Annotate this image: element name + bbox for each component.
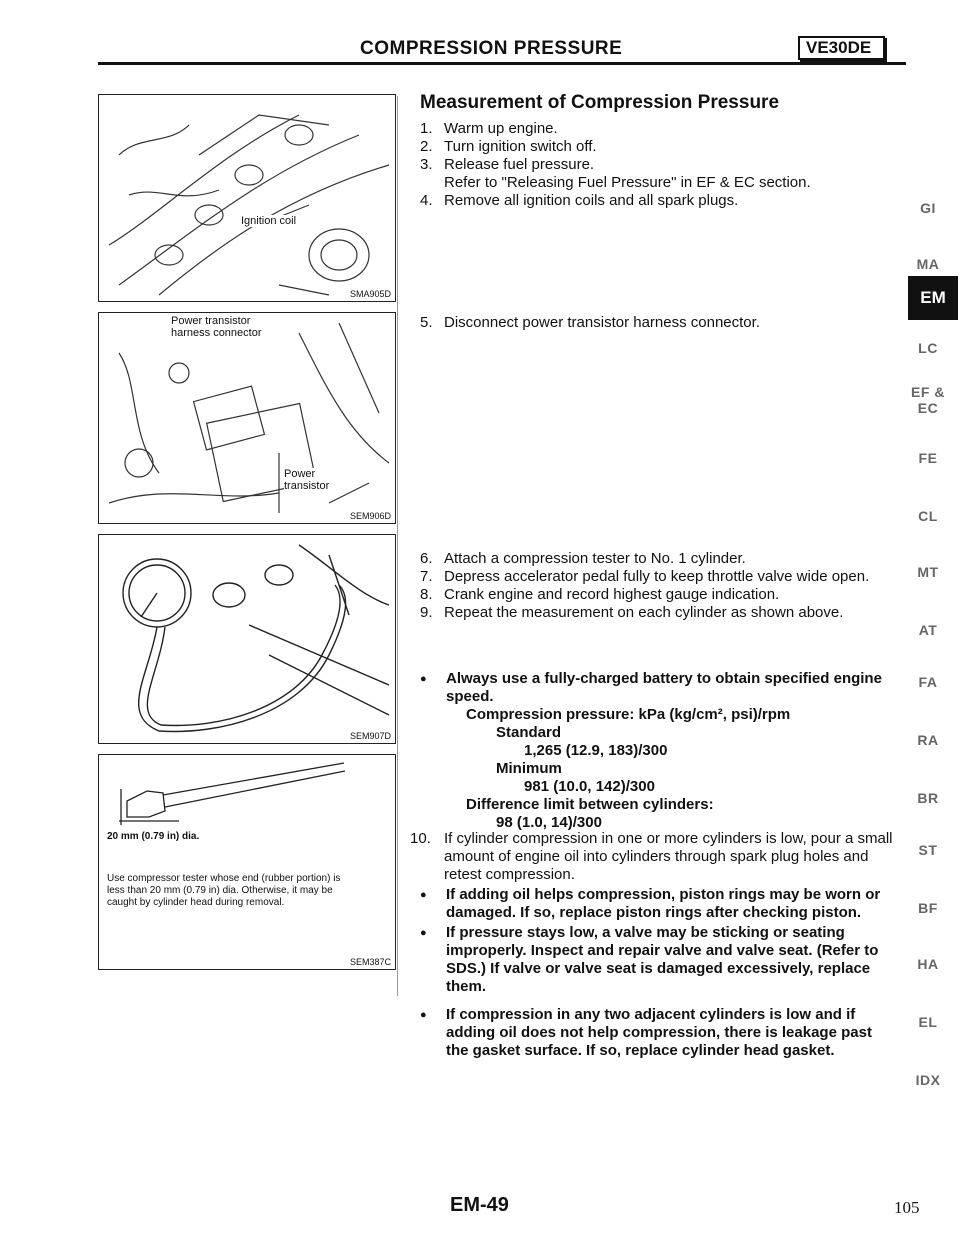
spec-standard-value: 1,265 (12.9, 183)/300 [524, 742, 668, 759]
index-br[interactable]: BR [917, 790, 939, 806]
figure-tester-tip [98, 754, 396, 970]
section-heading: Measurement of Compression Pressure [420, 92, 780, 113]
bullet-text: Always use a fully-charged battery to obtain specified engine speed. [446, 670, 882, 705]
step-number: 7. [420, 568, 433, 585]
spec-diff-value: 98 (1.0, 14)/300 [496, 814, 602, 831]
figure2-callout1-line2: harness connector [171, 327, 262, 339]
header-rule [98, 62, 906, 65]
step-item [420, 568, 896, 586]
step-item [420, 604, 896, 622]
step-text: Refer to "Releasing Fuel Pressure" in EF & EC section. [444, 174, 811, 191]
tester-dimension: 20 mm (0.79 in) dia. [107, 831, 200, 842]
step-text: Crank engine and record highest gauge indication. [444, 586, 780, 603]
step-text: Warm up engine. [444, 120, 558, 137]
step-10 [410, 830, 896, 884]
step-text: Remove all ignition coils and all spark plugs. [444, 192, 739, 209]
step-item [410, 830, 896, 884]
bullet-item: ● If adding oil helps compression, piston rings may be worn or damaged. If so, replace piston rings after checking piston. [420, 886, 898, 922]
figure3-code: SEM907D [349, 731, 391, 741]
column-divider [397, 96, 398, 996]
figure2-callout2-line1: Power [284, 468, 316, 480]
spec-minimum-label: Minimum [496, 760, 562, 777]
step-number: 1. [420, 120, 433, 137]
index-st[interactable]: ST [918, 842, 938, 858]
battery-note [420, 670, 898, 832]
engine-badge: VE30DE [798, 36, 885, 60]
index-ef-ec[interactable] [908, 384, 948, 416]
page-code: EM-49 [450, 1194, 509, 1216]
step-item [420, 156, 900, 174]
bullet-text: If pressure stays low, a valve may be sticking or seating improperly. Inspect and repair valve and valve seat. (Refer to SDS.) If valve or valve seat is damaged excessively, replace them. [446, 924, 879, 995]
page-number: 105 [894, 1198, 920, 1217]
bullet-text: If compression in any two adjacent cylinders is low and if adding oil does not help compression, there is leakage past the gasket surface. If so, replace cylinder head gasket. [446, 1006, 872, 1059]
step-item [420, 586, 896, 604]
bullet-item: ● Always use a fully-charged battery to obtain specified engine speed. [420, 670, 898, 706]
step-number: 2. [420, 138, 433, 155]
step-number: 3. [420, 156, 433, 173]
bullet-item: ● If compression in any two adjacent cylinders is low and if adding oil does not help compression, there is leakage past the gasket surface. If so, replace cylinder head gasket. [420, 1006, 898, 1060]
index-idx[interactable]: IDX [915, 1072, 941, 1088]
page-title: COMPRESSION PRESSURE [360, 38, 623, 59]
figure2-code: SEM906D [349, 511, 391, 521]
step-item [420, 550, 896, 568]
bullet-list [420, 886, 898, 1060]
spec-standard-label: Standard [496, 724, 562, 741]
index-fe[interactable]: FE [918, 450, 938, 466]
step-text: Repeat the measurement on each cylinder as shown above. [444, 604, 844, 621]
index-ef-label: EF & [911, 384, 945, 400]
index-ra[interactable]: RA [917, 732, 939, 748]
figure1-callout: Ignition coil [241, 215, 297, 227]
index-gi[interactable]: GI [920, 200, 936, 216]
step-text: Release fuel pressure. [444, 156, 595, 173]
compression-tester-illustration [99, 535, 395, 743]
spec-minimum-value: 981 (10.0, 142)/300 [524, 778, 655, 795]
spec-diff-label: Difference limit between cylinders: [466, 796, 714, 813]
bullet-item: ● If pressure stays low, a valve may be sticking or seating improperly. Inspect and repair valve and valve seat. (Refer to SDS.) If valve or valve seat is damaged excessively, replace them. [420, 924, 898, 996]
step-number: 6. [420, 550, 433, 567]
index-mt[interactable]: MT [917, 564, 939, 580]
step-number: 10. [410, 830, 431, 847]
figure2-callout1-line1: Power transistor [171, 315, 251, 327]
tester-tip-illustration [99, 755, 395, 825]
index-bf[interactable]: BF [918, 900, 938, 916]
index-cl[interactable]: CL [918, 508, 938, 524]
index-lc[interactable]: LC [918, 340, 938, 356]
engine-illustration-2 [99, 313, 395, 523]
step-number: 8. [420, 586, 433, 603]
tester-note: Use compressor tester whose end (rubber portion) is less than 20 mm (0.79 in) dia. Otherwise, it may be caught by cylinder head during removal. [107, 873, 347, 909]
figure-power-transistor [98, 312, 396, 524]
index-fa[interactable]: FA [918, 674, 938, 690]
step-text: If cylinder compression in one or more cylinders is low, pour a small amount of engine oil into cylinders through spark plug holes and retest compression. [444, 830, 893, 883]
step-item [420, 138, 900, 156]
step-item [420, 192, 900, 210]
step-text: Depress accelerator pedal fully to keep throttle valve wide open. [444, 568, 870, 585]
index-ma[interactable]: MA [916, 256, 940, 272]
step-number: 4. [420, 192, 433, 209]
figure2-callout1 [171, 315, 262, 339]
index-ha[interactable]: HA [917, 956, 939, 972]
step-number: 5. [420, 314, 433, 331]
figure4-code: SEM387C [349, 957, 391, 967]
steps-list-a [420, 120, 900, 210]
spec-block [466, 706, 898, 832]
engine-illustration-1 [99, 95, 395, 301]
figure2-callout2 [284, 468, 329, 492]
figure-ignition-coil [98, 94, 396, 302]
step-item [420, 174, 900, 192]
step-item [420, 120, 900, 138]
index-el[interactable]: EL [918, 1014, 938, 1030]
index-em-active[interactable]: EM [908, 276, 958, 320]
step-number: 9. [420, 604, 433, 621]
step-text: Disconnect power transistor harness connector. [444, 314, 760, 331]
index-at[interactable]: AT [918, 622, 938, 638]
figure1-code: SMA905D [349, 289, 391, 299]
step-item [420, 314, 900, 332]
index-ec-label: EC [917, 400, 939, 416]
step-number [420, 174, 444, 192]
step-5 [420, 314, 900, 332]
steps-list-b [420, 550, 896, 622]
spec-title: Compression pressure: kPa (kg/cm², psi)/rpm [466, 706, 791, 723]
step-text: Attach a compression tester to No. 1 cylinder. [444, 550, 746, 567]
step-text: Turn ignition switch off. [444, 138, 597, 155]
bullet-text: If adding oil helps compression, piston rings may be worn or damaged. If so, replace piston rings after checking piston. [446, 886, 881, 921]
figure2-callout2-line2: transistor [284, 480, 330, 492]
figure-compression-tester [98, 534, 396, 744]
